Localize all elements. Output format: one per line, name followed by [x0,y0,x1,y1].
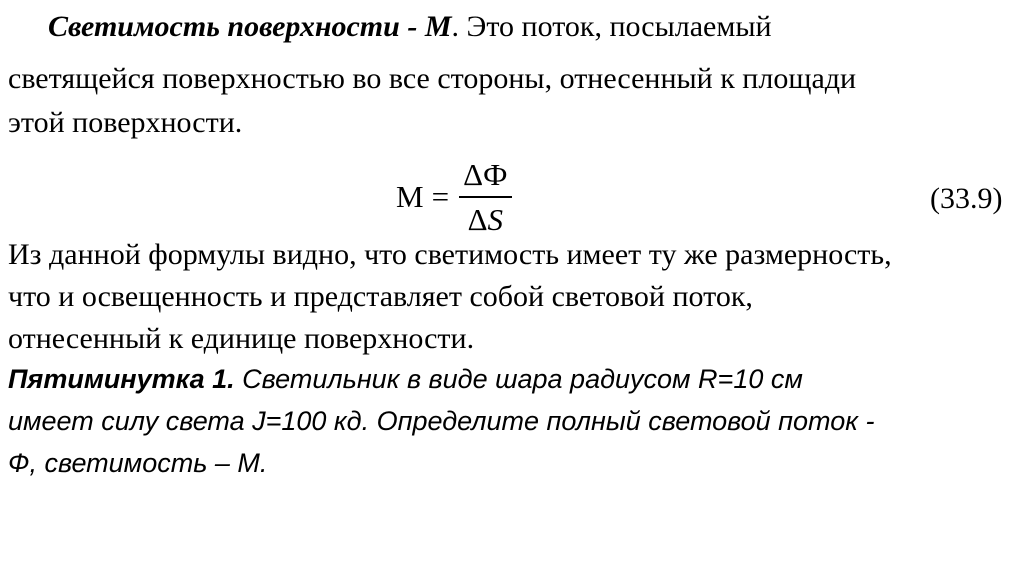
formula-lhs: М [396,179,424,214]
equation-number: (33.9) [930,182,1003,215]
task-text-start: Светильник в виде шара радиусом R=10 см [234,364,803,394]
term-symbol: М [424,10,452,43]
definition-line-1 [48,12,772,42]
term-heading: Светимость поверхности - [48,10,418,43]
definition-line-2: светящейся поверхностью во все стороны, отнесенный к площади [8,62,857,95]
definition-line-3: этой поверхности. [8,106,243,139]
explanation-line-1: Из данной формулы видно, что светимость имеет ту же размерность, [8,238,892,271]
task-line-3: Ф, светимость – М. [8,448,268,478]
definition-text-start: . Это поток, посылаемый [451,10,772,43]
formula-numerator: ΔФ [463,156,508,192]
task-line-1 [8,366,803,393]
denominator-variable: S [487,201,503,237]
formula-denominator [464,198,507,238]
denominator-delta: Δ [467,201,488,237]
explanation-line-3: отнесенный к единице поверхности. [8,322,475,355]
task-line-2: имеет силу света J=100 кд. Определите полный световой поток - [8,406,875,436]
task-title: Пятиминутка 1. [8,364,235,394]
formula [396,156,512,237]
explanation-line-2: что и освещенность и представляет собой световой поток, [8,280,753,313]
formula-equals: = [431,179,450,214]
formula-fraction [459,157,511,238]
